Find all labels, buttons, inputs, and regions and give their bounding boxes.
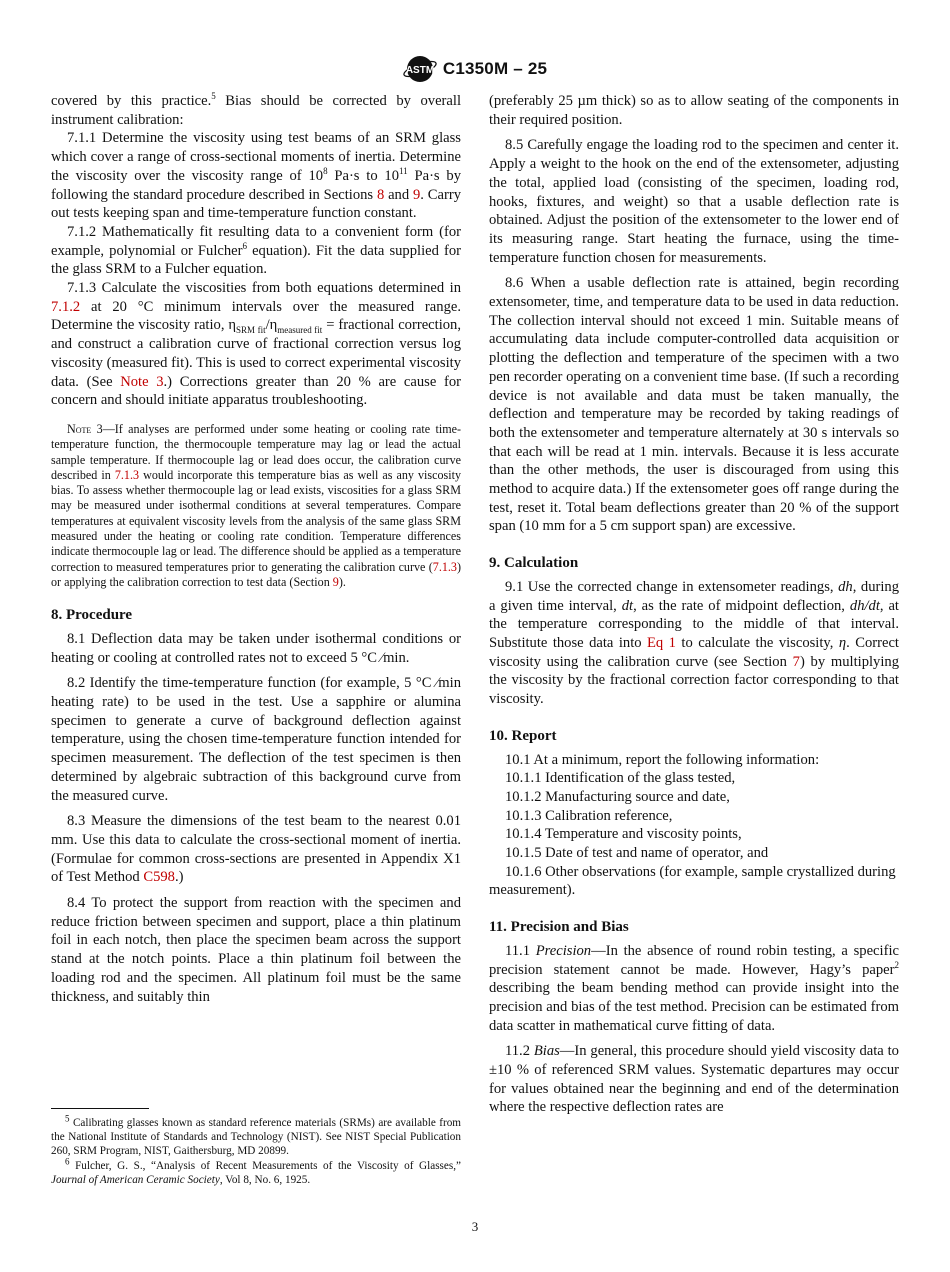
paragraph-8-4: 8.4 To protect the support from reaction with the specimen and reduce friction between specimen and support, place a thin platinum foil in each notch, then place the specimen beam across the support stand at the notch points. Place a thin platinum foil between the loading rod and the specimen. All platinum foil must be the same thickness, and suitably thin [51, 895, 461, 1005]
link-eq-1[interactable]: Eq 1 [647, 634, 676, 651]
footnote-ref[interactable]: 5 [211, 91, 216, 102]
link-section-7[interactable]: 7 [792, 653, 800, 670]
paragraph-8-3: 8.3 Measure the dimensions of the test beam to the nearest 0.01 mm. Use this data to calculate the cross-sectional moment of inertia. (Formulae for common cross-sections are presented in Appendix X1 of Test Method C598.) [51, 813, 461, 886]
link-note-3[interactable]: Note 3 [120, 373, 164, 390]
note-label: Note 3 [67, 421, 103, 436]
footnote-5: $^5$ Calibrating glasses known as standard reference materials (SRMs) are available from the National Institute of Standards and Technology (NIST). See NIST Special Publication 260, SRM Program, NIST, Gaithersburg, MD 20899. [51, 1113, 461, 1158]
paragraph-11-2: 11.2 Bias—In general, this procedure should yield viscosity data to ±10 % of referenced SRM values. Systematic departures may occur for values obtained near the beginning and end of the determination where the respective deflection rates are [489, 1043, 899, 1116]
right-column [489, 92, 899, 1117]
link-section-8[interactable]: 8 [376, 186, 385, 203]
paragraph-11-1: 11.1 Precision—In the absence of round robin testing, a specific precision statement cannot be made. However, Hagy’s paper$^2$ describing the beam bending method can provide insight into the precision and bias of the test method. Precision can be estimated from data scatter in mathematical curve fitting of data. [489, 942, 899, 1034]
footnote-ref[interactable]: 2 [894, 959, 899, 970]
svg-text:ASTM: ASTM [405, 65, 435, 76]
report-item: 10.1.6 Other observations (for example, sample crystallized during measurement). [489, 863, 896, 899]
paragraph-8-4-continued: (preferably 25 µm thick) so as to allow seating of the components in their required position. [489, 93, 899, 128]
page-header [0, 54, 950, 89]
section-heading-9: 9. Calculation [489, 555, 579, 572]
footnote-6: $^6$ Fulcher, G. S., “Analysis of Recent Measurements of the Viscosity of Glasses,” Journal of American Ceramic Society, Vol 8, No. 6, 1925. [51, 1155, 461, 1186]
document-id: C1350M – 25 [442, 59, 548, 78]
note-3: Note 3—If analyses are performed under some heating or cooling rate time-temperature function, the thermocouple temperature may lag or lead the actual sample temperature. If thermocouple lag or lead does occur, the calibration curve described in 7.1.3 would incorporate this temperature bias as well as any viscosity bias. To assess whether thermocouple lag or lead exists, viscosities for a glass SRM may be measured under isothermal conditions at several temperatures. Compare temperatures at equivalent viscosity levels from the analysis of the same glass SRM measured under the heating or cooling rate condition. Temperature differences indicate thermocouple lag or lead. The difference should be applied as a temperature correction to measured temperatures prior to generating the calibration curve (7.1.3) or applying the calibration correction to test data (Section 9). [51, 421, 462, 589]
paragraph-8-1: 8.1 Deflection data may be taken under isothermal conditions or heating or cooling at controlled rates not to exceed 5 °C ⁄min. [51, 630, 461, 666]
footnote-ref[interactable]: 6 [242, 240, 247, 251]
paragraph-8-6: 8.6 When a usable deflection rate is attained, begin recording extensometer, time, and temperature data to be used in data reduction. The collection interval should not exceed 1 min. Suitable means of accumulating data include computer-controlled data acquisition or plotting the deflection and temperature of the specimen with a two pen recorder operating on a convenient time base. (If such a recording device is not available and data must be taken manually, the deflection and temperature may be recorded by taking readings of both the extensometer and temperature alternately at 30 s intervals so that each will be read at 1 min. intervals. Because it is less accurate than the other methods, the user is discouraged from using this method to acquire data.) If the extensometer goes off range during the test, reset it. Total beam deflections greater than 20 % of the support span (10 mm for a 5 cm support span) are excessive. [489, 275, 899, 535]
page-number: 3 [471, 1219, 479, 1234]
report-item: 10.1.5 Date of test and name of operator, and [505, 845, 769, 862]
report-item: 10.1.2 Manufacturing source and date, [505, 788, 730, 805]
paragraph-9-1: 9.1 Use the corrected change in extensometer readings, dh, during a given time interval, dt, as the rate of midpoint deflection, dh/dt, at the temperature corresponding to the middle of that interval. Substitute those data into Eq 1 to calculate the viscosity, η. Correct viscosity using the calibration curve (see Section 7) by multiplying the viscosity by the fractional correction factor corresponding to that viscosity. [489, 578, 900, 708]
paragraph-8-5: 8.5 Carefully engage the loading rod to the specimen and center it. Apply a weight to the hook on the end of the extensometer, adjusting the total, applied load (consisting of the specimen, loading rod, hooks, fixtures, and weight) so that a usable deflection rate is obtained. Adjust the position of the extensometer to the lower end of its measuring range. Start heating the furnace, using the time-temperature function chosen for measurements. [489, 137, 899, 266]
link-section-9[interactable]: 9 [332, 574, 339, 589]
report-item: 10.1.1 Identification of the glass tested, [505, 770, 736, 787]
paragraph-7-1-2: 7.1.2 Mathematically fit resulting data to a convenient form (for example, polynomial or Fulcher$^6$ equation). Fit the data supplied for the glass SRM to a Fulcher equation. [51, 223, 461, 278]
paragraph-7-1-3: 7.1.3 Calculate the viscosities from both equations determined in 7.1.2 at 20 °C minimum intervals over the measured range. Determine the viscosity ratio, $\eta_{SRM fit}/\eta_{measured fit}$ = fractional correction, and construct a calibration curve of fractional correction versus log viscosity (measured fit). This is used to correct experimental viscosity data. (See Note 3.) Corrections greater than 20 % are cause for concern and should initiate apparatus troubleshooting. [51, 280, 461, 409]
paragraph-intro: covered by this practice.$^5$ Bias should be corrected by overall instrument calibration: [51, 91, 461, 128]
link-7-1-2[interactable]: 7.1.2 [51, 298, 81, 315]
section-heading-10: 10. Report [489, 727, 557, 744]
section-heading-8: 8. Procedure [51, 607, 133, 624]
link-7-1-3[interactable]: 7.1.3 [114, 467, 140, 482]
link-section-9[interactable]: 9 [412, 186, 421, 203]
paragraph-7-1-1: 7.1.1 Determine the viscosity using test beams of an SRM glass which cover a range of cross-sectional moments of inertia. Determine the viscosity over the viscosity range of $10^8$ Pa·s to $10^{11}$ Pa·s by following the standard procedure described in Sections 8 and 9. Carry out tests keeping span and time-temperature function constant. [51, 130, 461, 222]
section-heading-11: 11. Precision and Bias [489, 919, 629, 936]
link-c598[interactable]: C598 [143, 869, 175, 886]
report-item: 10.1.4 Temperature and viscosity points, [505, 826, 742, 843]
footnotes [51, 1108, 461, 1187]
report-item: 10.1.3 Calibration reference, [505, 807, 673, 824]
link-7-1-3[interactable]: 7.1.3 [432, 559, 457, 574]
astm-logo-icon [403, 54, 437, 84]
report-item: 10.1 At a minimum, report the following information: [505, 751, 820, 768]
left-column [51, 92, 461, 1006]
paragraph-8-2: 8.2 Identify the time-temperature function (for example, 5 °C ⁄min heating rate) to be used in the test. Use a sapphire or alumina specimen to generate a curve of background deflection against temperature, using the chosen time-temperature function intended for specimen measurement. The deflection of the test specimen is then determined by algebraic subtraction of this background curve from the measured curve. [51, 675, 461, 804]
